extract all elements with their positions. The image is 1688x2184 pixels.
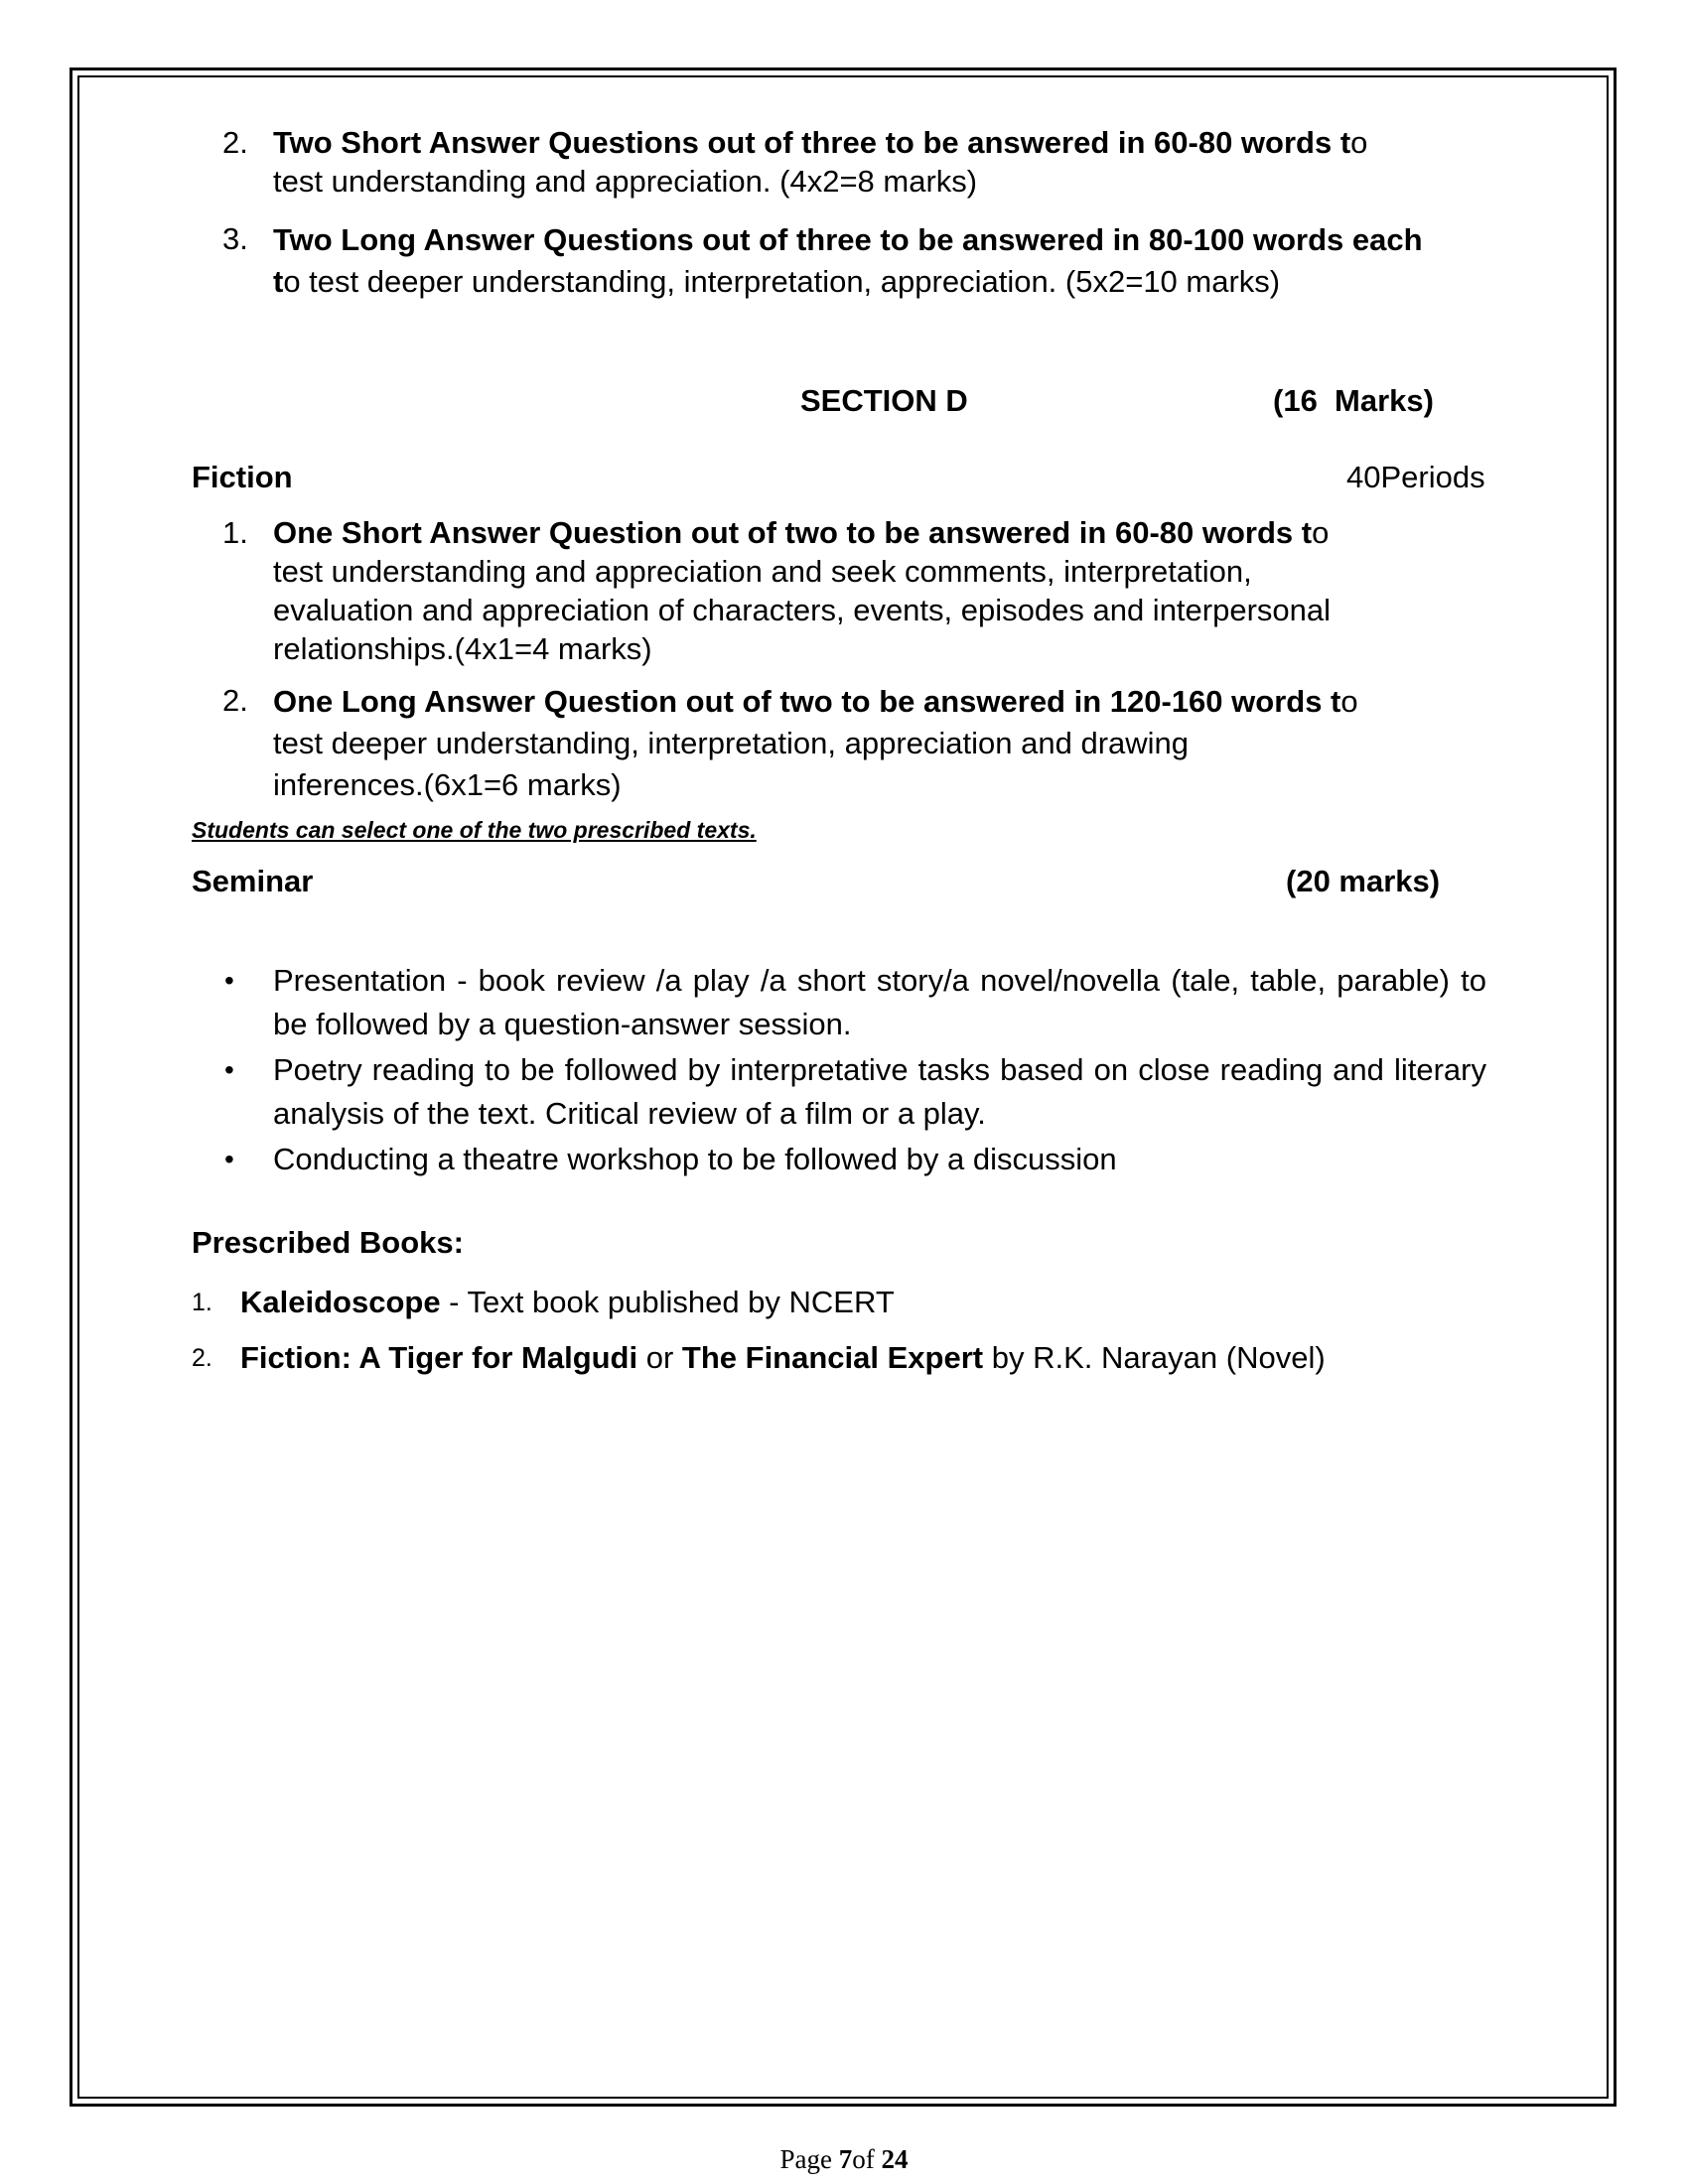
question-type-bold: One Short Answer Question out of two to be answered in 60-80 words t [273, 515, 1313, 550]
footer-prefix: Page [779, 2144, 839, 2174]
question-text: test understanding and appreciation. (4x2=8 marks) [273, 164, 978, 199]
fiction-note: Students can select one of the two prescribed texts. [192, 817, 757, 843]
list-item [273, 513, 1524, 668]
section-title: SECTION D [800, 383, 968, 418]
list-item [273, 123, 1524, 201]
question-text: o [1340, 684, 1358, 719]
prescribed-books-heading: Prescribed Books: [192, 1225, 464, 1260]
book-title: Fiction: A Tiger for Malgudi [240, 1340, 638, 1375]
question-text: inferences.(6x1=6 marks) [273, 767, 622, 802]
book-item [240, 1338, 1326, 1377]
question-text: o [1312, 515, 1330, 550]
bullet-item: Poetry reading to be followed by interpretative tasks based on close reading and literary analysis of the text. Critical review of a film or a play. [273, 1052, 1486, 1131]
book-description: by R.K. Narayan (Novel) [983, 1340, 1326, 1375]
seminar-heading: Seminar [192, 864, 314, 898]
question-text: o [1350, 125, 1368, 160]
book-number: 2. [192, 1344, 212, 1372]
bullet-symbol: • [224, 965, 234, 996]
question-type-bold: Two Long Answer Questions out of three to be answered in 80-100 words each [273, 222, 1423, 257]
book-description: - Text book published by NCERT [440, 1285, 895, 1319]
question-text: evaluation and appreciation of characters, events, episodes and interpersonal [273, 593, 1332, 627]
footer-total-pages: 24 [881, 2144, 909, 2174]
section-marks: (16 Marks) [1273, 383, 1434, 418]
footer-of: of [852, 2144, 882, 2174]
bullet-symbol: • [224, 1144, 234, 1174]
question-text-bold: t [273, 264, 284, 299]
question-text: relationships.(4x1=4 marks) [273, 631, 652, 666]
question-text: test understanding and appreciation and seek comments, interpretation, [273, 554, 1252, 589]
bullet-item: Conducting a theatre workshop to be followed by a discussion [273, 1142, 1117, 1176]
list-item-number: 2. [222, 683, 248, 718]
bullet-item: Presentation - book review /a play /a short story/a novel/novella (tale, table, parable) to be followed by a question-answer session. [273, 963, 1486, 1041]
list-item [273, 681, 1524, 806]
question-type-bold: One Long Answer Question out of two to be answered in 120-160 words t [273, 684, 1341, 719]
fiction-heading: Fiction [192, 460, 293, 494]
question-type-bold: Two Short Answer Questions out of three to be answered in 60-80 words t [273, 125, 1351, 160]
page-footer [0, 2144, 1688, 2175]
question-text: o test deeper understanding, interpretation, appreciation. (5x2=10 marks) [283, 264, 1281, 299]
fiction-periods: 40Periods [1346, 460, 1485, 494]
list-item-number: 2. [222, 125, 248, 160]
book-connector: or [637, 1340, 682, 1375]
bullet-symbol: • [224, 1054, 234, 1085]
list-item-number: 1. [222, 515, 248, 550]
list-item [273, 219, 1524, 303]
book-title: Kaleidoscope [240, 1285, 441, 1319]
footer-page-number: 7 [838, 2144, 853, 2174]
list-item-number: 3. [222, 221, 248, 256]
seminar-marks: (20 marks) [1286, 864, 1441, 898]
question-text: test deeper understanding, interpretation, appreciation and drawing [273, 726, 1190, 760]
book-title: The Financial Expert [681, 1340, 984, 1375]
book-number: 1. [192, 1289, 212, 1316]
book-item [240, 1283, 895, 1321]
